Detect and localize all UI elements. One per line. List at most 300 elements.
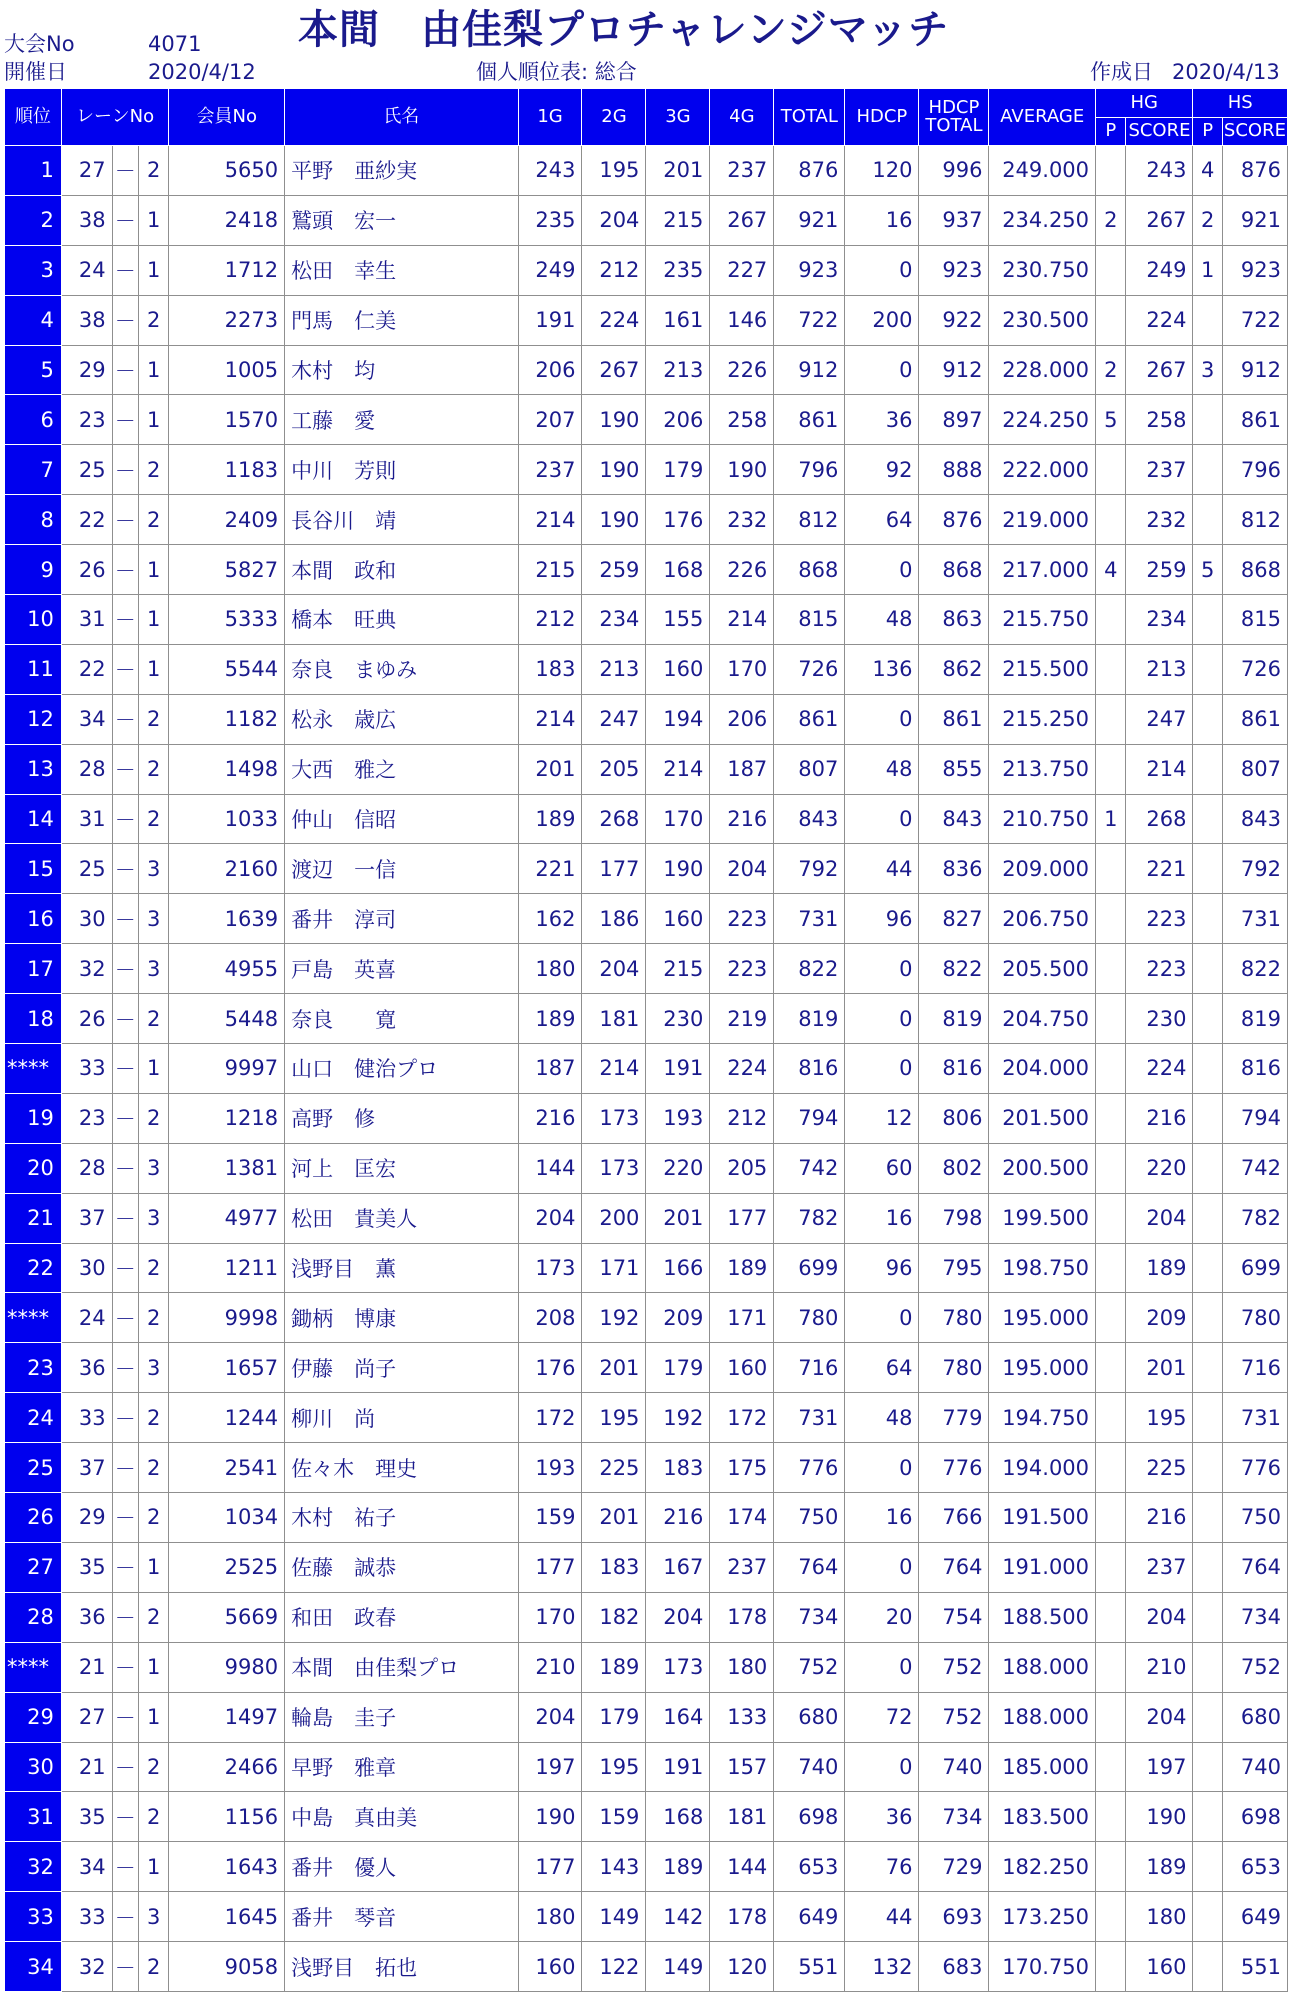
player-name-cell: 和田 政春 (285, 1592, 518, 1642)
hg-place-cell: 5 (1096, 395, 1126, 445)
game-4-cell: 187 (710, 744, 774, 794)
col-rank: 順位 (5, 89, 62, 146)
hg-place-cell (1096, 495, 1126, 545)
game-3-cell: 191 (646, 1044, 710, 1094)
game-2-cell: 268 (582, 794, 646, 844)
game-4-cell: 178 (710, 1592, 774, 1642)
hs-score-cell: 750 (1222, 1493, 1287, 1543)
member-no-cell: 1034 (169, 1493, 285, 1543)
hg-place-cell (1096, 1243, 1126, 1293)
hdcp-total-cell: 836 (919, 844, 989, 894)
game-1-cell: 243 (518, 146, 582, 196)
average-cell: 234.250 (989, 195, 1096, 245)
game-4-cell: 172 (710, 1393, 774, 1443)
hg-score-cell: 160 (1126, 1942, 1193, 1992)
average-cell: 213.750 (989, 744, 1096, 794)
hg-place-cell (1096, 1393, 1126, 1443)
table-row (5, 1742, 1288, 1792)
lane-dash: － (112, 1193, 138, 1243)
col-hdcp-total-line1: HDCP (928, 97, 980, 118)
hdcp-cell: 20 (845, 1592, 919, 1642)
table-row (5, 345, 1288, 395)
table-row (5, 1393, 1288, 1443)
player-name-cell: 門馬 仁美 (285, 295, 518, 345)
lane-cell: 27 (61, 1692, 112, 1742)
hg-place-cell (1096, 744, 1126, 794)
player-name-cell: 浅野目 拓也 (285, 1942, 518, 1992)
game-2-cell: 201 (582, 1493, 646, 1543)
average-cell: 215.500 (989, 644, 1096, 694)
game-2-cell: 179 (582, 1692, 646, 1742)
lane-sub-cell: 1 (138, 395, 168, 445)
lane-sub-cell: 3 (138, 944, 168, 994)
player-name-cell: 奈良 まゆみ (285, 644, 518, 694)
member-no-cell: 1712 (169, 245, 285, 295)
game-1-cell: 180 (518, 1892, 582, 1942)
game-3-cell: 179 (646, 445, 710, 495)
average-cell: 188.000 (989, 1692, 1096, 1742)
average-cell: 188.000 (989, 1642, 1096, 1692)
hs-place-cell (1193, 744, 1222, 794)
lane-cell: 21 (61, 1742, 112, 1792)
game-2-cell: 247 (582, 694, 646, 744)
hdcp-total-cell: 996 (919, 146, 989, 196)
average-cell: 217.000 (989, 545, 1096, 595)
game-3-cell: 215 (646, 195, 710, 245)
game-4-cell: 216 (710, 794, 774, 844)
game-2-cell: 177 (582, 844, 646, 894)
game-3-cell: 189 (646, 1842, 710, 1892)
lane-dash: － (112, 295, 138, 345)
rank-cell: 19 (5, 1093, 62, 1143)
member-no-cell: 5333 (169, 595, 285, 645)
hdcp-total-cell: 863 (919, 595, 989, 645)
average-cell: 209.000 (989, 844, 1096, 894)
total-cell: 868 (774, 545, 845, 595)
hs-score-cell: 734 (1222, 1592, 1287, 1642)
player-name-cell: 柳川 尚 (285, 1393, 518, 1443)
table-row (5, 1343, 1288, 1393)
table-row (5, 994, 1288, 1044)
hdcp-cell: 44 (845, 844, 919, 894)
hg-score-cell: 180 (1126, 1892, 1193, 1942)
average-cell: 201.500 (989, 1093, 1096, 1143)
hdcp-total-cell: 827 (919, 894, 989, 944)
player-name-cell: 伊藤 尚子 (285, 1343, 518, 1393)
table-row (5, 1193, 1288, 1243)
hdcp-cell: 48 (845, 1393, 919, 1443)
hs-place-cell (1193, 1193, 1222, 1243)
hdcp-total-cell: 806 (919, 1093, 989, 1143)
total-cell: 861 (774, 694, 845, 744)
game-1-cell: 204 (518, 1692, 582, 1742)
game-3-cell: 160 (646, 644, 710, 694)
lane-sub-cell: 3 (138, 844, 168, 894)
hdcp-cell: 0 (845, 1642, 919, 1692)
lane-dash: － (112, 545, 138, 595)
game-1-cell: 214 (518, 495, 582, 545)
lane-cell: 26 (61, 994, 112, 1044)
hg-place-cell: 1 (1096, 794, 1126, 844)
player-name-cell: 中川 芳則 (285, 445, 518, 495)
game-4-cell: 160 (710, 1343, 774, 1393)
hg-score-cell: 223 (1126, 944, 1193, 994)
game-1-cell: 193 (518, 1443, 582, 1493)
player-name-cell: 大西 雅之 (285, 744, 518, 794)
lane-cell: 29 (61, 1493, 112, 1543)
hdcp-total-cell: 752 (919, 1642, 989, 1692)
hg-place-cell (1096, 1542, 1126, 1592)
lane-cell: 23 (61, 1093, 112, 1143)
lane-sub-cell: 2 (138, 694, 168, 744)
hg-score-cell: 230 (1126, 994, 1193, 1044)
table-row (5, 694, 1288, 744)
lane-dash: － (112, 1692, 138, 1742)
hdcp-total-cell: 888 (919, 445, 989, 495)
total-cell: 782 (774, 1193, 845, 1243)
game-3-cell: 170 (646, 794, 710, 844)
hdcp-cell: 0 (845, 1293, 919, 1343)
total-cell: 750 (774, 1493, 845, 1543)
hs-score-cell: 742 (1222, 1143, 1287, 1193)
average-cell: 204.000 (989, 1044, 1096, 1094)
rank-cell: 17 (5, 944, 62, 994)
lane-dash: － (112, 1093, 138, 1143)
hg-score-cell: 225 (1126, 1443, 1193, 1493)
lane-sub-cell: 1 (138, 195, 168, 245)
game-2-cell: 186 (582, 894, 646, 944)
player-name-cell: 本間 政和 (285, 545, 518, 595)
game-3-cell: 149 (646, 1942, 710, 1992)
hg-place-cell: 2 (1096, 345, 1126, 395)
hg-score-cell: 237 (1126, 1542, 1193, 1592)
hs-place-cell: 4 (1193, 146, 1222, 196)
hdcp-total-cell: 795 (919, 1243, 989, 1293)
player-name-cell: 松田 幸生 (285, 245, 518, 295)
lane-sub-cell: 1 (138, 644, 168, 694)
lane-sub-cell: 3 (138, 1343, 168, 1393)
lane-cell: 21 (61, 1642, 112, 1692)
average-cell: 224.250 (989, 395, 1096, 445)
hdcp-total-cell: 780 (919, 1343, 989, 1393)
lane-dash: － (112, 1942, 138, 1992)
hs-score-cell: 551 (1222, 1942, 1287, 1992)
hs-score-cell: 822 (1222, 944, 1287, 994)
game-2-cell: 171 (582, 1243, 646, 1293)
member-no-cell: 1211 (169, 1243, 285, 1293)
game-4-cell: 227 (710, 245, 774, 295)
member-no-cell: 5650 (169, 146, 285, 196)
hg-place-cell (1096, 245, 1126, 295)
hs-place-cell: 1 (1193, 245, 1222, 295)
hdcp-total-cell: 754 (919, 1592, 989, 1642)
rank-cell: 29 (5, 1692, 62, 1742)
lane-dash: － (112, 445, 138, 495)
hs-score-cell: 699 (1222, 1243, 1287, 1293)
hg-score-cell: 189 (1126, 1842, 1193, 1892)
average-cell: 222.000 (989, 445, 1096, 495)
hg-score-cell: 267 (1126, 195, 1193, 245)
member-no-cell: 1657 (169, 1343, 285, 1393)
game-4-cell: 204 (710, 844, 774, 894)
average-cell: 204.750 (989, 994, 1096, 1044)
rank-cell: 32 (5, 1842, 62, 1892)
table-row (5, 445, 1288, 495)
tournament-no: 4071 (148, 32, 202, 56)
col-game-1: 1G (518, 89, 582, 146)
hg-score-cell: 195 (1126, 1393, 1193, 1443)
lane-dash: － (112, 146, 138, 196)
rank-cell: 25 (5, 1443, 62, 1493)
hdcp-cell: 96 (845, 1243, 919, 1293)
hs-place-cell (1193, 1343, 1222, 1393)
lane-sub-cell: 2 (138, 445, 168, 495)
hdcp-total-cell: 868 (919, 545, 989, 595)
rank-cell: 4 (5, 295, 62, 345)
hs-score-cell: 796 (1222, 445, 1287, 495)
lane-cell: 29 (61, 345, 112, 395)
table-row (5, 1093, 1288, 1143)
lane-dash: － (112, 1792, 138, 1842)
player-name-cell: 鋤柄 博康 (285, 1293, 518, 1343)
lane-dash: － (112, 1493, 138, 1543)
average-cell: 219.000 (989, 495, 1096, 545)
lane-dash: － (112, 1044, 138, 1094)
game-1-cell: 176 (518, 1343, 582, 1393)
member-no-cell: 1183 (169, 445, 285, 495)
lane-cell: 38 (61, 195, 112, 245)
created-label: 作成日 (1090, 60, 1153, 84)
lane-cell: 22 (61, 495, 112, 545)
game-1-cell: 212 (518, 595, 582, 645)
col-hdcp: HDCP (845, 89, 919, 146)
hdcp-total-cell: 819 (919, 994, 989, 1044)
hs-score-cell: 792 (1222, 844, 1287, 894)
hs-score-cell: 649 (1222, 1892, 1287, 1942)
game-2-cell: 173 (582, 1093, 646, 1143)
average-cell: 230.750 (989, 245, 1096, 295)
hdcp-total-cell: 876 (919, 495, 989, 545)
created-date: 2020/4/13 (1172, 60, 1280, 84)
game-1-cell: 235 (518, 195, 582, 245)
table-row (5, 1892, 1288, 1942)
lane-dash: － (112, 1592, 138, 1642)
game-1-cell: 221 (518, 844, 582, 894)
game-1-cell: 160 (518, 1942, 582, 1992)
game-4-cell: 171 (710, 1293, 774, 1343)
hs-place-cell (1193, 644, 1222, 694)
total-cell: 876 (774, 146, 845, 196)
hs-score-cell: 764 (1222, 1542, 1287, 1592)
hg-score-cell: 223 (1126, 894, 1193, 944)
table-row (5, 1493, 1288, 1543)
hdcp-cell: 16 (845, 1493, 919, 1543)
member-no-cell: 4977 (169, 1193, 285, 1243)
hg-place-cell (1096, 1942, 1126, 1992)
game-4-cell: 223 (710, 944, 774, 994)
game-4-cell: 226 (710, 345, 774, 395)
hg-score-cell: 204 (1126, 1592, 1193, 1642)
hdcp-cell: 136 (845, 644, 919, 694)
hs-place-cell (1193, 1942, 1222, 1992)
game-3-cell: 179 (646, 1343, 710, 1393)
rank-cell: 27 (5, 1542, 62, 1592)
member-no-cell: 9058 (169, 1942, 285, 1992)
hdcp-total-cell: 897 (919, 395, 989, 445)
hdcp-total-cell: 798 (919, 1193, 989, 1243)
average-cell: 198.750 (989, 1243, 1096, 1293)
player-name-cell: 鷲頭 宏一 (285, 195, 518, 245)
lane-sub-cell: 1 (138, 1842, 168, 1892)
game-1-cell: 162 (518, 894, 582, 944)
total-cell: 776 (774, 1443, 845, 1493)
game-4-cell: 146 (710, 295, 774, 345)
game-2-cell: 212 (582, 245, 646, 295)
member-no-cell: 5827 (169, 545, 285, 595)
rank-cell: 14 (5, 794, 62, 844)
average-cell: 199.500 (989, 1193, 1096, 1243)
game-1-cell: 177 (518, 1542, 582, 1592)
lane-cell: 25 (61, 445, 112, 495)
game-3-cell: 230 (646, 994, 710, 1044)
game-2-cell: 204 (582, 195, 646, 245)
col-lane: レーンNo (61, 89, 169, 146)
hdcp-cell: 36 (845, 1792, 919, 1842)
game-2-cell: 204 (582, 944, 646, 994)
hs-place-cell (1193, 1742, 1222, 1792)
game-3-cell: 155 (646, 595, 710, 645)
game-1-cell: 190 (518, 1792, 582, 1842)
game-4-cell: 120 (710, 1942, 774, 1992)
table-row (5, 495, 1288, 545)
hg-score-cell: 221 (1126, 844, 1193, 894)
game-3-cell: 235 (646, 245, 710, 295)
member-no-cell: 1033 (169, 794, 285, 844)
lane-cell: 30 (61, 894, 112, 944)
member-no-cell: 5544 (169, 644, 285, 694)
hg-score-cell: 224 (1126, 295, 1193, 345)
average-cell: 228.000 (989, 345, 1096, 395)
hdcp-cell: 16 (845, 195, 919, 245)
game-3-cell: 209 (646, 1293, 710, 1343)
member-no-cell: 2273 (169, 295, 285, 345)
lane-cell: 37 (61, 1193, 112, 1243)
table-row (5, 1942, 1288, 1992)
player-name-cell: 橋本 旺典 (285, 595, 518, 645)
lane-dash: － (112, 1542, 138, 1592)
game-3-cell: 204 (646, 1592, 710, 1642)
game-4-cell: 212 (710, 1093, 774, 1143)
game-1-cell: 201 (518, 744, 582, 794)
hg-score-cell: 201 (1126, 1343, 1193, 1393)
table-body (5, 146, 1288, 1992)
hs-score-cell: 722 (1222, 295, 1287, 345)
game-2-cell: 159 (582, 1792, 646, 1842)
member-no-cell: 1639 (169, 894, 285, 944)
member-no-cell: 1005 (169, 345, 285, 395)
col-high-game: HG (1096, 89, 1193, 118)
hdcp-cell: 0 (845, 545, 919, 595)
table-row (5, 195, 1288, 245)
col-high-series: HS (1193, 89, 1288, 118)
player-name-cell: 番井 淳司 (285, 894, 518, 944)
hg-place-cell (1096, 1792, 1126, 1842)
hg-score-cell: 220 (1126, 1143, 1193, 1193)
date-label: 開催日 (4, 60, 67, 84)
hg-score-cell: 189 (1126, 1243, 1193, 1293)
hs-place-cell (1193, 1542, 1222, 1592)
table-row (5, 1842, 1288, 1892)
hs-place-cell (1193, 395, 1222, 445)
member-no-cell: 1645 (169, 1892, 285, 1942)
hs-place-cell (1193, 1044, 1222, 1094)
hg-score-cell: 259 (1126, 545, 1193, 595)
lane-cell: 28 (61, 1143, 112, 1193)
lane-cell: 33 (61, 1892, 112, 1942)
player-name-cell: 山口 健治プロ (285, 1044, 518, 1094)
member-no-cell: 1497 (169, 1692, 285, 1742)
average-cell: 191.500 (989, 1493, 1096, 1543)
game-1-cell: 214 (518, 694, 582, 744)
total-cell: 923 (774, 245, 845, 295)
member-no-cell: 9980 (169, 1642, 285, 1692)
hdcp-total-cell: 766 (919, 1493, 989, 1543)
table-row (5, 1592, 1288, 1642)
average-cell: 170.750 (989, 1942, 1096, 1992)
hs-place-cell (1193, 994, 1222, 1044)
game-2-cell: 201 (582, 1343, 646, 1393)
member-no-cell: 2160 (169, 844, 285, 894)
hdcp-total-cell: 740 (919, 1742, 989, 1792)
hs-score-cell: 731 (1222, 894, 1287, 944)
hdcp-cell: 0 (845, 794, 919, 844)
rank-cell: **** (5, 1044, 62, 1094)
game-3-cell: 201 (646, 146, 710, 196)
player-name-cell: 輪島 圭子 (285, 1692, 518, 1742)
game-2-cell: 234 (582, 595, 646, 645)
lane-dash: － (112, 1742, 138, 1792)
member-no-cell: 1156 (169, 1792, 285, 1842)
member-no-cell: 5448 (169, 994, 285, 1044)
hg-place-cell (1096, 994, 1126, 1044)
player-name-cell: 浅野目 薫 (285, 1243, 518, 1293)
hs-place-cell (1193, 1293, 1222, 1343)
lane-sub-cell: 1 (138, 545, 168, 595)
lane-dash: － (112, 395, 138, 445)
game-4-cell: 178 (710, 1892, 774, 1942)
tournament-no-label: 大会No (4, 32, 75, 56)
hdcp-total-cell: 843 (919, 794, 989, 844)
game-2-cell: 143 (582, 1842, 646, 1892)
game-4-cell: 174 (710, 1493, 774, 1543)
total-cell: 794 (774, 1093, 845, 1143)
game-3-cell: 173 (646, 1642, 710, 1692)
hs-score-cell: 868 (1222, 545, 1287, 595)
hs-place-cell: 5 (1193, 545, 1222, 595)
average-cell: 215.250 (989, 694, 1096, 744)
table-row (5, 1642, 1288, 1692)
col-member-no: 会員No (169, 89, 285, 146)
hdcp-cell: 72 (845, 1692, 919, 1742)
total-cell: 819 (774, 994, 845, 1044)
hs-score-cell: 794 (1222, 1093, 1287, 1143)
game-1-cell: 210 (518, 1642, 582, 1692)
hs-score-cell: 815 (1222, 595, 1287, 645)
hs-place-cell (1193, 1493, 1222, 1543)
hs-score-cell: 843 (1222, 794, 1287, 844)
report-subtitle: 個人順位表: 総合 (476, 60, 637, 84)
game-4-cell: 223 (710, 894, 774, 944)
